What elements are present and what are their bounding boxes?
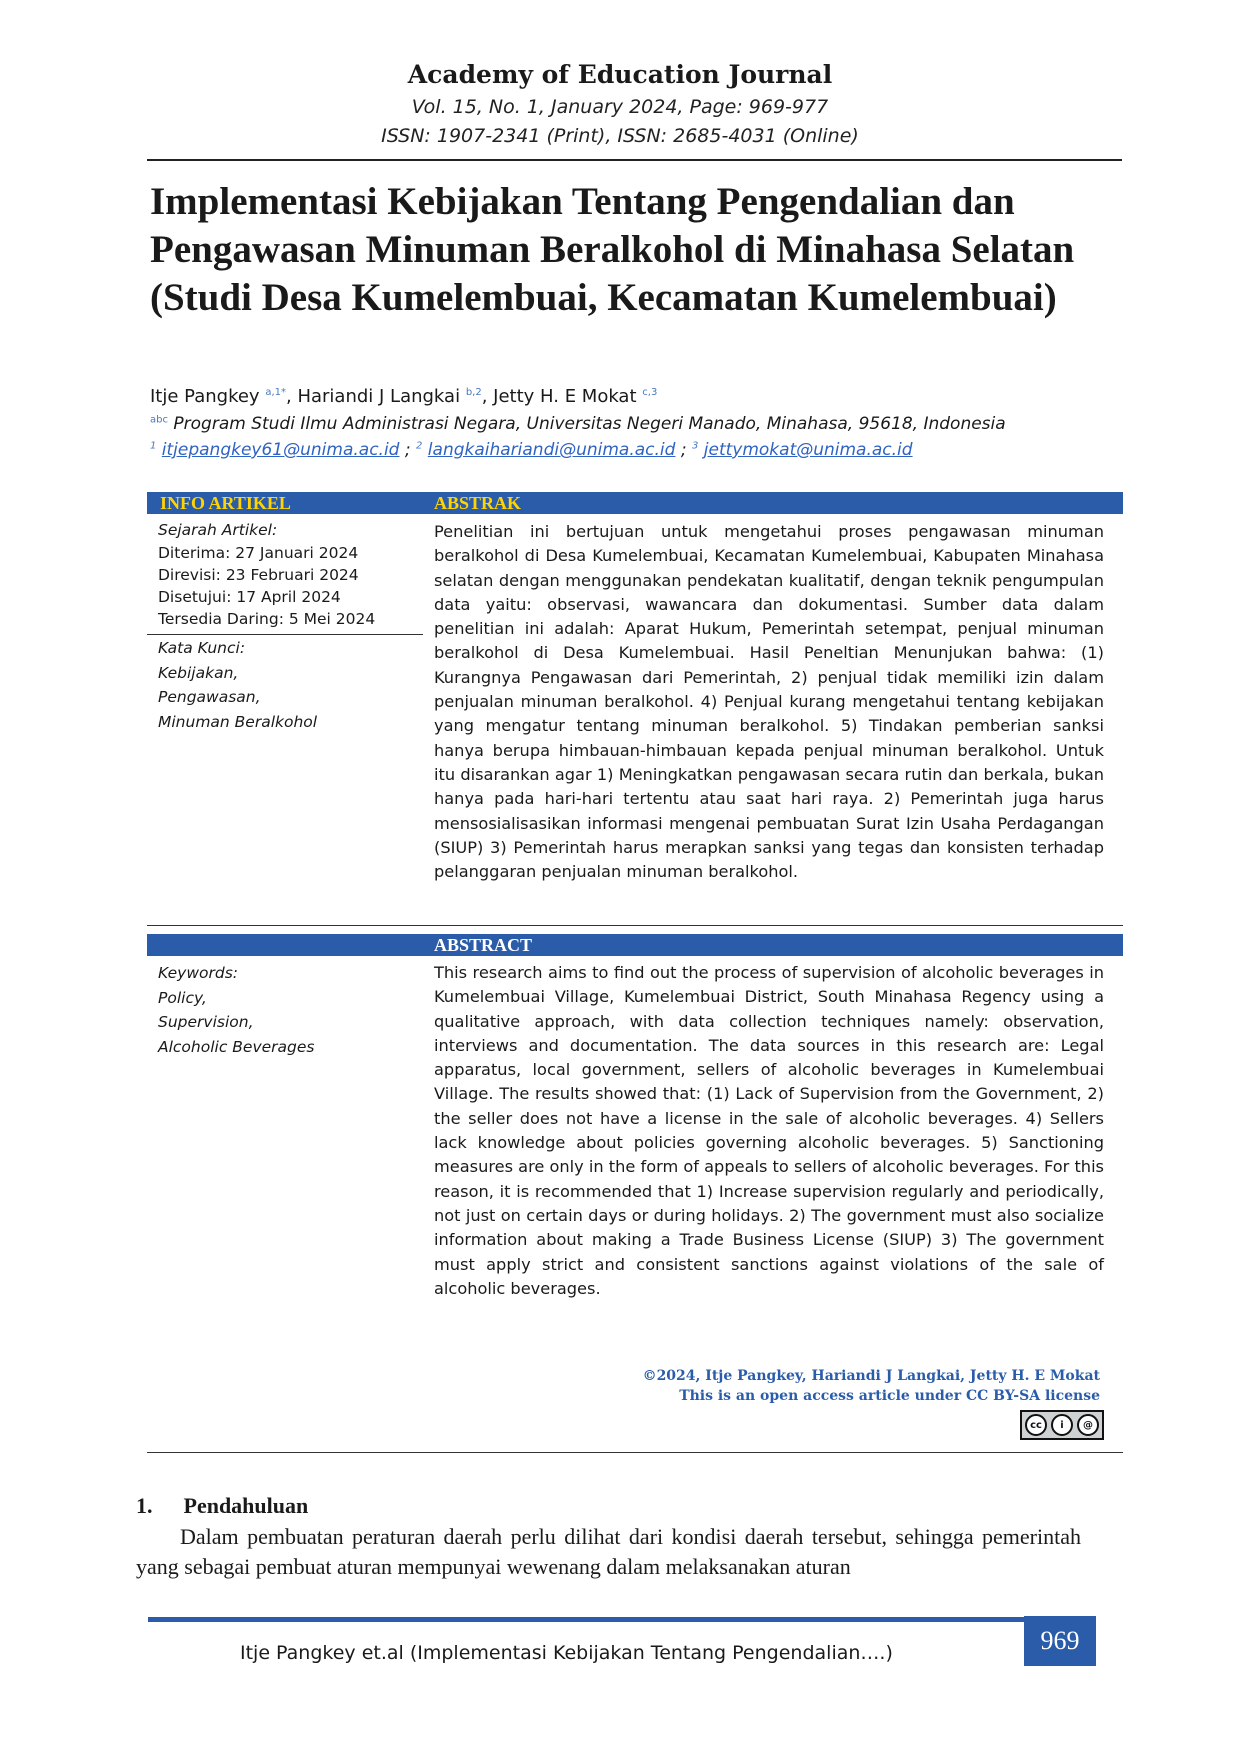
author-name: Itje Pangkey [150,386,260,407]
share-alike-icon: @ [1077,1414,1099,1436]
email-link[interactable]: langkaihariandi@unima.ac.id [427,440,676,460]
kata-kunci-heading: Kata Kunci: [158,639,246,657]
info-divider [147,634,423,635]
open-access-line: This is an open access article under CC BY-SA license [679,1388,1100,1404]
section-paragraph: Dalam pembuatan peraturan daerah perlu dilihat dari kondisi daerah tersebut, sehingga pemerintah yang sebagai pembuat aturan mempunyai wewenang dalam melaksanakan aturan [136,1524,1081,1579]
keyword-item: Kebijakan, [158,663,239,682]
keyword-item: Pengawasan, [158,688,261,706]
email-superscript: 1 [150,440,157,452]
keywords [158,961,426,1059]
email-superscript: 2 [416,440,423,452]
affiliation [150,414,1006,434]
abstrak-label: ABSTRAK [434,493,522,513]
article-history [158,519,426,630]
section-title: Pendahuluan [183,1493,309,1518]
abstract-text: This research aims to find out the process of supervision of alcoholic beverages in Kumelembuai Village, Kumelembuai District, South Minahasa Regency using a qualitative approach, with data collection techniques namely: observation, interviews and documentation. The data sources in this research are: Legal apparatus, local government, sellers of alcoholic beverages in Kumelembuai Village. The results showed that: (1) Lack of Supervision from the Government, 2) the seller does not have a license in the sale of alcoholic beverages. 4) Sellers lack knowledge about policies governing alcoholic beverages. 5) Sanctioning measures are only in the form of appeals to sellers of alcoholic beverages. For this reason, it is recommended that 1) Increase supervision regularly and periodically, not just on certain days or during holidays. 2) The government must also socialize information about making a Trade Business License (SIUP) 3) The government must apply strict and consistent sanctions against violations of the sale of alcoholic beverages. [434,963,1104,1298]
author-name: Jetty H. E Mokat [493,386,637,407]
email-superscript: 3 [691,440,699,452]
info-artikel-label: INFO ARTIKEL [160,493,291,513]
header-rule [147,159,1122,161]
email-link[interactable]: itjepangkey61@unima.ac.id [161,440,400,460]
keyword-item: Alcoholic Beverages [158,1037,315,1056]
author-superscript: c,3 [642,387,658,398]
attribution-icon: i [1051,1414,1073,1436]
cc-icon: cc [1025,1414,1047,1436]
author-separator: , [481,386,494,407]
license-rule [147,1452,1123,1453]
copyright-line: ©2024, Itje Pangkey, Hariandi J Langkai, Jetty H. E Mokat [642,1368,1100,1384]
author-separator: , [286,386,298,407]
kata-kunci [158,636,426,734]
online-date: Tersedia Daring: 5 Mei 2024 [158,610,376,628]
journal-name: Academy of Education Journal [407,60,833,89]
author-name: Hariandi J Langkai [297,386,461,407]
author-superscript: b,2 [465,387,482,398]
author-superscript: a,1* [265,387,286,398]
article-title: Implementasi Kebijakan Tentang Pengendalian dan Pengawasan Minuman Beralkohol di Minahasa Selatan (Studi Desa Kumelembuai, Kecamatan Kumelembuai) [150,180,1075,319]
running-title: Itje Pangkey et.al (Implementasi Kebijakan Tentang Pengendalian….) [240,1642,893,1664]
accepted-date: Disetujui: 17 April 2024 [158,588,341,606]
journal-issn: ISSN: 1907-2341 (Print), ISSN: 2685-4031 (Online) [381,125,859,147]
abstract-label: ABSTRACT [434,935,533,955]
info-abstrak-band [147,492,1123,514]
page-number: 969 [1024,1616,1096,1666]
abstract-band [147,934,1123,956]
keyword-item: Supervision, [158,1013,254,1031]
keyword-item: Policy, [158,988,207,1007]
journal-volume: Vol. 15, No. 1, January 2024, Page: 969-977 [411,96,829,118]
affiliation-superscript: abc [150,414,168,426]
affiliation-text: Program Studi Ilmu Administrasi Negara, Universitas Negeri Manado, Minahasa, 95618, Indonesia [173,414,1006,434]
email-link[interactable]: jettymokat@unima.ac.id [703,440,913,460]
received-date: Diterima: 27 Januari 2024 [158,544,359,562]
section-heading [136,1493,308,1519]
keywords-heading: Keywords: [158,964,238,982]
section-number: 1. [136,1493,153,1518]
footer-rule [148,1617,1024,1622]
cc-by-sa-badge[interactable] [1020,1410,1104,1440]
author-list [150,386,657,407]
email-list: $^1$ itjepangkey61@unima.ac.id ; $^2$ langkaihariandi@unima.ac.id ; $^3$ jettymokat@unima.ac.id [150,440,913,460]
history-heading: Sejarah Artikel: [158,521,278,539]
keyword-item: Minuman Beralkohol [158,712,318,731]
revised-date: Direvisi: 23 Februari 2024 [158,566,359,584]
abstrak-text: Penelitian ini bertujuan untuk mengetahui proses pengawasan minuman beralkohol di Desa Kumelembuai, Kecamatan Kumelembuai, Kabupaten Minahasa selatan dengan menggunakan pendekatan kualitatif, dengan teknik pengumpulan data yaitu: observasi, wawancara dan dokumentasi. Sumber data dalam penelitian ini adalah: Aparat Hukum, Pemerintah setempat, penjual minuman beralkohol di Desa Kumelembuai. Hasil Peneltian Menunjukan bahwa: (1) Kurangnya Pengawasan dari Pemerintah, 2) penjual tidak memiliki izin dalam penjualan minuman beralkohol. 4) Penjual kurang mengetahui tentang kebijakan yang mengatur tentang minuman beralkohol. 5) Tindakan pemberian sanksi hanya berupa himbauan-himbauan kepada penjual minuman beralkohol. Untuk itu disarankan agar 1) Meningkatkan pengawasan secara rutin dan berkala, bukan hanya pada hari-hari tertentu atau saat hari raya. 2) Pemerintah juga harus mensosialisasikan informasi mengenai pembuatan Surat Izin Usaha Perdagangan (SIUP) 3) Pemerintah harus merapkan sanksi yang tegas dan konsisten terhadap pelanggaran penjualan minuman beralkohol. [434,522,1104,882]
abstract-top-rule [147,925,1123,926]
